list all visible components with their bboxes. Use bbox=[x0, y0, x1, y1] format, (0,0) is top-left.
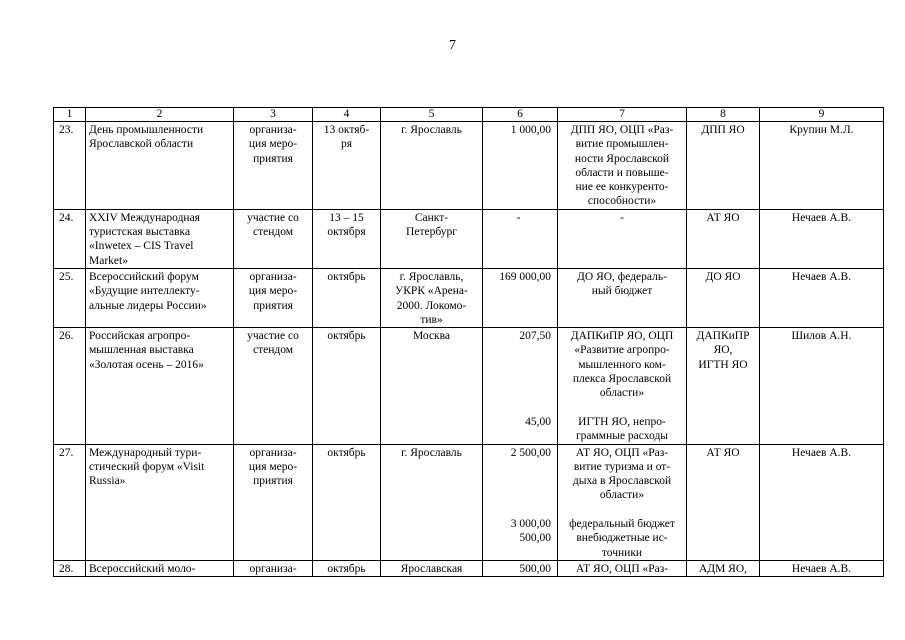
column-header: 3 bbox=[234, 108, 313, 122]
organizer: ДО ЯО bbox=[687, 268, 760, 327]
table-row bbox=[54, 328, 884, 444]
row-number: 24. bbox=[54, 209, 86, 268]
participation-form: организа- ция меро- приятия bbox=[234, 122, 313, 210]
event-place: Санкт- Петербург bbox=[381, 209, 483, 268]
participation-form: участие со стендом bbox=[234, 209, 313, 268]
row-number: 28. bbox=[54, 560, 86, 576]
page-number: 7 bbox=[449, 38, 456, 53]
event-name: XXIV Международная туристская выставка «Inwetex – CIS Travel Market» bbox=[86, 209, 234, 268]
event-name: Всероссийский форум «Будущие интеллекту- альные лидеры России» bbox=[86, 268, 234, 327]
event-name: День промышленности Ярославской области bbox=[86, 122, 234, 210]
organizer: ДАПКиПР ЯО, ИГТН ЯО bbox=[687, 328, 760, 444]
event-name: Международный тури- стический форум «Visit Russia» bbox=[86, 444, 234, 560]
row-number: 26. bbox=[54, 328, 86, 444]
event-place: г. Ярославль, УКРК «Арена- 2000. Локомо- тив» bbox=[381, 268, 483, 327]
row-number: 27. bbox=[54, 444, 86, 560]
column-header: 1 bbox=[54, 108, 86, 122]
responsible-person: Шилов А.Н. bbox=[760, 328, 884, 444]
responsible-person: Нечаев А.В. bbox=[760, 268, 884, 327]
funding-amount: 207,50 45,00 bbox=[483, 328, 558, 444]
organizer: ДПП ЯО bbox=[687, 122, 760, 210]
organizer: АДМ ЯО, bbox=[687, 560, 760, 576]
column-header: 2 bbox=[86, 108, 234, 122]
funding-source: АТ ЯО, ОЦП «Раз- витие туризма и от- дыха в Ярославской области» федеральный бюджет внебюджетные ис- точники bbox=[558, 444, 687, 560]
event-place: Ярославская bbox=[381, 560, 483, 576]
event-date: 13 октяб- ря bbox=[313, 122, 381, 210]
funding-amount: - bbox=[483, 209, 558, 268]
table-row bbox=[54, 122, 884, 210]
organizer: АТ ЯО bbox=[687, 444, 760, 560]
table-row bbox=[54, 560, 884, 576]
funding-amount: 500,00 bbox=[483, 560, 558, 576]
funding-amount: 1 000,00 bbox=[483, 122, 558, 210]
row-number: 23. bbox=[54, 122, 86, 210]
event-name: Всероссийский моло- bbox=[86, 560, 234, 576]
responsible-person: Нечаев А.В. bbox=[760, 444, 884, 560]
event-date: 13 – 15 октября bbox=[313, 209, 381, 268]
organizer: АТ ЯО bbox=[687, 209, 760, 268]
funding-source: АТ ЯО, ОЦП «Раз- bbox=[558, 560, 687, 576]
column-header: 7 bbox=[558, 108, 687, 122]
participation-form: организа- ция меро- приятия bbox=[234, 268, 313, 327]
column-header: 6 bbox=[483, 108, 558, 122]
event-place: Москва bbox=[381, 328, 483, 444]
column-header: 4 bbox=[313, 108, 381, 122]
event-place: г. Ярославль bbox=[381, 444, 483, 560]
funding-source: ДАПКиПР ЯО, ОЦП «Развитие агропро- мышленного ком- плекса Ярославской области» ИГТН ЯО, непро- граммные расходы bbox=[558, 328, 687, 444]
event-place: г. Ярославль bbox=[381, 122, 483, 210]
column-header: 8 bbox=[687, 108, 760, 122]
column-header: 9 bbox=[760, 108, 884, 122]
funding-amount: 169 000,00 bbox=[483, 268, 558, 327]
funding-source: - bbox=[558, 209, 687, 268]
responsible-person: Крупин М.Л. bbox=[760, 122, 884, 210]
responsible-person: Нечаев А.В. bbox=[760, 209, 884, 268]
participation-form: участие со стендом bbox=[234, 328, 313, 444]
funding-source: ДПП ЯО, ОЦП «Раз- витие промышлен- ности Ярославской области и повыше- ние ее конкуренто- способности» bbox=[558, 122, 687, 210]
participation-form: организа- ция меро- приятия bbox=[234, 444, 313, 560]
table-row bbox=[54, 444, 884, 560]
event-name: Российская агропро- мышленная выставка «Золотая осень – 2016» bbox=[86, 328, 234, 444]
column-header: 5 bbox=[381, 108, 483, 122]
responsible-person: Нечаев А.В. bbox=[760, 560, 884, 576]
event-date: октябрь bbox=[313, 444, 381, 560]
event-date: октябрь bbox=[313, 328, 381, 444]
events-table bbox=[53, 107, 884, 577]
table-header-row bbox=[54, 108, 884, 122]
row-number: 25. bbox=[54, 268, 86, 327]
table-row bbox=[54, 209, 884, 268]
table-row bbox=[54, 268, 884, 327]
funding-source: ДО ЯО, федераль- ный бюджет bbox=[558, 268, 687, 327]
participation-form: организа- bbox=[234, 560, 313, 576]
event-date: октябрь bbox=[313, 560, 381, 576]
event-date: октябрь bbox=[313, 268, 381, 327]
funding-amount: 2 500,00 3 000,00 500,00 bbox=[483, 444, 558, 560]
